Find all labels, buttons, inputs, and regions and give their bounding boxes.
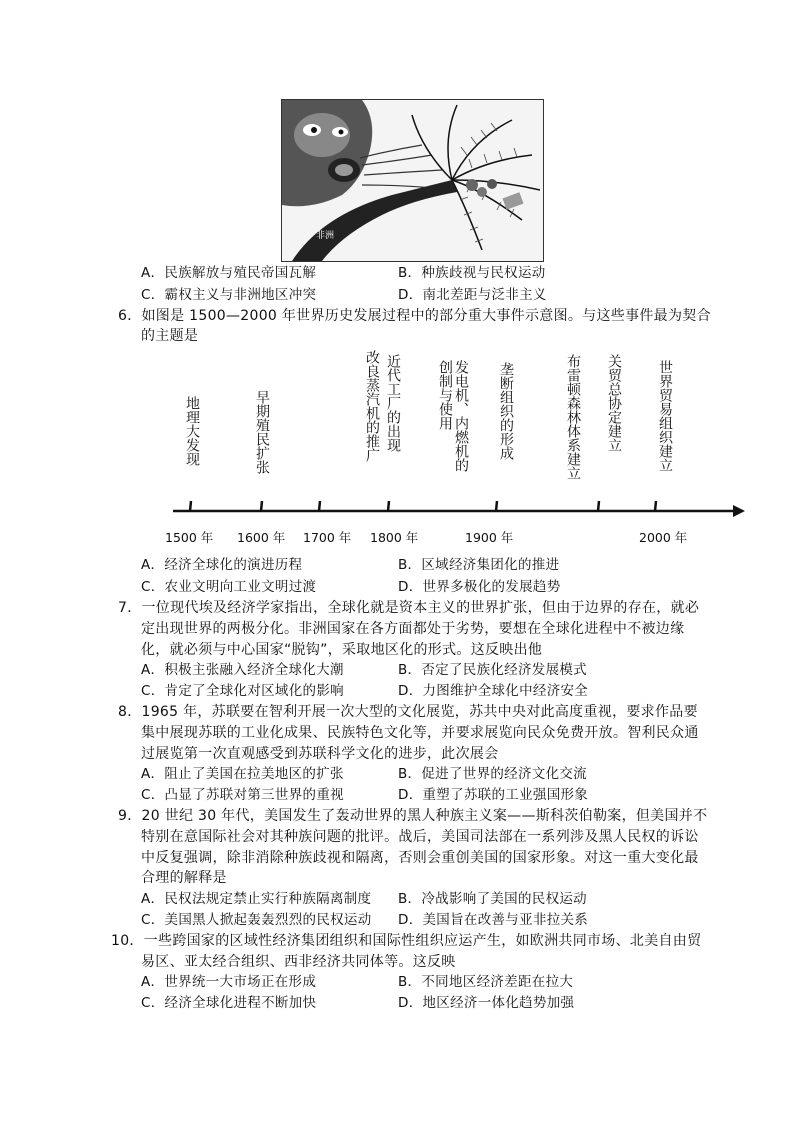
- timeline-year-2000: 2000 年: [639, 530, 688, 545]
- option-5d[interactable]: [398, 286, 547, 304]
- option-8d[interactable]: [398, 786, 588, 804]
- question-8-stem-2: 集中展现苏联的工业化成果、民族特色文化等，并要求展览向民众免费开放。智利民众通: [141, 725, 699, 741]
- option-text: 经济全球化进程不断加快: [164, 995, 317, 1011]
- option-text: 阻止了美国在拉美地区的扩张: [164, 766, 344, 782]
- option-text: 霸权主义与非洲地区冲突: [164, 287, 317, 303]
- option-text: 冷战影响了美国的民权运动: [421, 891, 587, 907]
- option-9c[interactable]: [141, 911, 372, 929]
- timeline-event-3: 改良蒸汽机的推广: [364, 350, 380, 462]
- cartoon-trunk-label: 非洲: [316, 231, 335, 241]
- option-text: 积极主张融入经济全球化大潮: [164, 662, 344, 678]
- timeline-year-1900: 1900 年: [465, 530, 514, 545]
- option-6b[interactable]: [398, 556, 559, 574]
- question-9-stem-1: 9．20 世纪 30 年代，美国发生了轰动世界的黑人种族主义案——斯科茨伯勒案，但美国并不: [118, 808, 708, 824]
- timeline-event-9: 世界贸易组织建立: [657, 360, 673, 472]
- timeline-year-1800: 1800 年: [370, 530, 419, 545]
- option-5a[interactable]: [141, 264, 316, 282]
- option-text: 肯定了全球化对区域化的影响: [164, 683, 344, 699]
- option-text: 不同地区经济差距在拉大: [421, 974, 574, 990]
- option-text: 世界多极化的发展趋势: [422, 579, 561, 595]
- question-9-stem-2: 特别在意国际社会对其种族问题的批评。战后，美国司法部在一系列涉及黑人民权的诉讼: [141, 829, 699, 845]
- option-text: 美国旨在改善与亚非拉关系: [422, 912, 589, 928]
- timeline-event-7: 布雷顿森林体系建立: [565, 354, 581, 480]
- option-10c[interactable]: [141, 994, 316, 1012]
- option-10a[interactable]: [141, 973, 316, 991]
- option-letter: B．: [398, 891, 422, 907]
- option-letter: C．: [141, 995, 165, 1011]
- timeline-event-2: 早期殖民扩张: [254, 390, 270, 474]
- question-8-stem-1: 8．1965 年，苏联要在智利开展一次大型的文化展览，苏共中央对此高度重视，要求作品要: [118, 704, 698, 720]
- timeline-year-1700: 1700 年: [303, 530, 352, 545]
- timeline-year-1500: 1500 年: [165, 530, 214, 545]
- option-text: 否定了民族化经济发展模式: [421, 662, 587, 678]
- option-letter: B．: [398, 662, 422, 678]
- option-text: 力图维护全球化中经济安全: [422, 683, 589, 699]
- option-letter: D．: [398, 683, 423, 699]
- option-7a[interactable]: [141, 661, 344, 679]
- option-text: 促进了世界的经济文化交流: [421, 766, 587, 782]
- question-7-stem-3: 化，就必须与中心国家“脱钩”，采取地区化的形式。这反映出他: [141, 642, 543, 658]
- option-text: 世界统一大市场正在形成: [164, 974, 317, 990]
- option-text: 重塑了苏联的工业强国形象: [422, 787, 589, 803]
- option-letter: A．: [141, 662, 165, 678]
- option-text: 区域经济集团化的推进: [421, 557, 560, 573]
- timeline-event-1: 地理大发现: [184, 396, 200, 466]
- option-letter: D．: [398, 995, 423, 1011]
- option-text: 经济全球化的演进历程: [164, 557, 303, 573]
- option-letter: A．: [141, 974, 165, 990]
- option-letter: D．: [398, 912, 423, 928]
- option-letter: C．: [141, 579, 165, 595]
- question-10-stem-1: 10．一些跨国家的区域性经济集团组织和国际性组织应运产生，如欧洲共同市场、北美自由贸: [111, 933, 702, 949]
- option-9b[interactable]: [398, 890, 587, 908]
- question-7-stem-1: 7．一位现代埃及经济学家指出，全球化就是资本主义的世界扩张，但由于边界的存在，就必: [118, 600, 700, 616]
- option-letter: D．: [398, 287, 423, 303]
- option-letter: B．: [398, 557, 422, 573]
- option-7d[interactable]: [398, 682, 588, 700]
- timeline-event-4: 近代工厂的出现: [385, 354, 401, 452]
- option-letter: C．: [141, 912, 165, 928]
- question-7-stem-2: 定出现世界的两极分化。非洲国家在各方面都处于劣势，要想在全球化进程中不被边缘: [141, 621, 685, 637]
- option-text: 民族解放与殖民帝国瓦解: [164, 265, 317, 281]
- option-text: 地区经济一体化趋势加强: [422, 995, 575, 1011]
- timeline-event-8: 关贸总协定建立: [606, 354, 622, 452]
- option-7c[interactable]: [141, 682, 344, 700]
- question-10-stem-2: 易区、亚太经合组织、西非经济共同体等。这反映: [141, 954, 456, 970]
- option-9d[interactable]: [398, 911, 588, 929]
- option-5b[interactable]: [398, 264, 546, 282]
- timeline-year-1600: 1600 年: [237, 530, 286, 545]
- option-letter: C．: [141, 787, 165, 803]
- option-6c[interactable]: [141, 578, 316, 596]
- option-letter: D．: [398, 579, 423, 595]
- cartoon-illustration: [281, 99, 544, 262]
- option-letter: A．: [141, 766, 165, 782]
- question-6-stem-2: 的主题是: [141, 328, 199, 344]
- option-7b[interactable]: [398, 661, 587, 679]
- option-8a[interactable]: [141, 765, 344, 783]
- option-8b[interactable]: [398, 765, 587, 783]
- option-letter: C．: [141, 287, 165, 303]
- option-letter: D．: [398, 787, 423, 803]
- option-text: 农业文明向工业文明过渡: [164, 579, 317, 595]
- option-text: 民权法规定禁止实行种族隔离制度: [164, 891, 372, 907]
- option-letter: A．: [141, 891, 165, 907]
- option-letter: A．: [141, 557, 165, 573]
- option-text: 南北差距与泛非主义: [422, 287, 547, 303]
- option-letter: B．: [398, 265, 422, 281]
- option-text: 种族歧视与民权运动: [421, 265, 546, 281]
- timeline-event-5: 发电机、内燃机的创制与使用: [437, 360, 469, 472]
- option-5c[interactable]: [141, 286, 316, 304]
- option-letter: B．: [398, 766, 422, 782]
- option-letter: A．: [141, 265, 165, 281]
- option-text: 凸显了苏联对第三世界的重视: [164, 787, 344, 803]
- option-letter: B．: [398, 974, 422, 990]
- option-6d[interactable]: [398, 578, 561, 596]
- option-9a[interactable]: [141, 890, 371, 908]
- timeline-event-6: 垄断组织的形成: [498, 362, 514, 460]
- option-6a[interactable]: [141, 556, 302, 574]
- question-9-stem-4: 合理的解释是: [141, 870, 227, 886]
- timeline-diagram: [165, 340, 755, 550]
- question-8-stem-3: 过展览第一次直观感受到苏联科学文化的进步，此次展会: [141, 746, 499, 762]
- question-6-stem-1: 6．如图是 1500—2000 年世界历史发展过程中的部分重大事件示意图。与这些事件最为契合: [118, 308, 711, 324]
- cartoon-drawing: [282, 100, 543, 261]
- question-9-stem-3: 中反复强调，除非消除种族歧视和隔离，否则会重创美国的国家形象。对这一重大变化最: [141, 850, 699, 866]
- option-text: 美国黑人掀起轰轰烈烈的民权运动: [164, 912, 372, 928]
- option-10d[interactable]: [398, 994, 574, 1012]
- option-letter: C．: [141, 683, 165, 699]
- option-10b[interactable]: [398, 973, 573, 991]
- option-8c[interactable]: [141, 786, 344, 804]
